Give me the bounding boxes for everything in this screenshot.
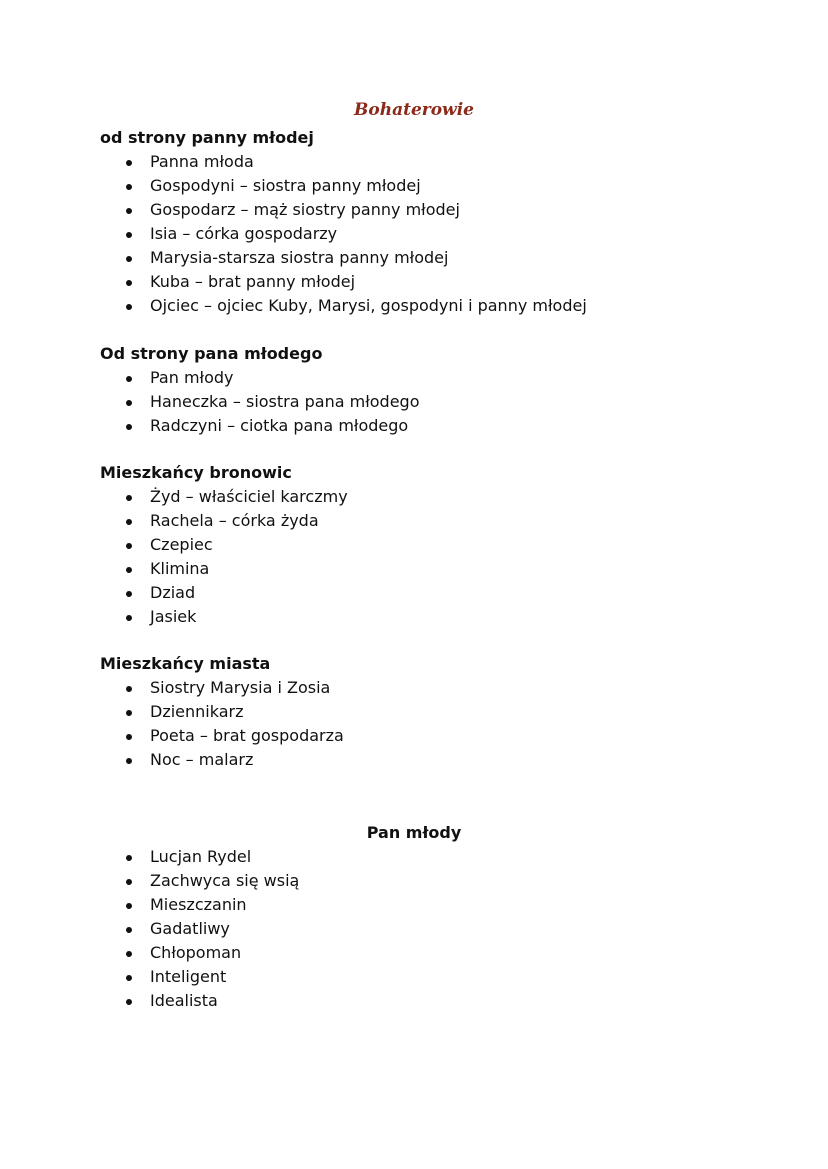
pan-mlody-heading: Pan młody <box>366 823 462 842</box>
list-item: Żyd – właściciel karczmy <box>100 485 348 509</box>
list-item: Panna młoda <box>100 150 587 174</box>
list-item: Dziennikarz <box>100 700 344 724</box>
bullet-list <box>100 150 587 318</box>
list-item: Noc – malarz <box>100 748 344 772</box>
list-item: Mieszczanin <box>100 893 299 917</box>
list-item: Gadatliwy <box>100 917 299 941</box>
list-item: Radczyni – ciotka pana młodego <box>100 414 419 438</box>
list-item: Gospodarz – mąż siostry panny młodej <box>100 198 587 222</box>
section-heading: Mieszkańcy bronowic <box>100 463 292 482</box>
section-city-residents <box>100 652 344 772</box>
list-item: Siostry Marysia i Zosia <box>100 676 344 700</box>
list-item: Inteligent <box>100 965 299 989</box>
list-item: Gospodyni – siostra panny młodej <box>100 174 587 198</box>
list-item: Isia – córka gospodarzy <box>100 222 587 246</box>
section-heading: Mieszkańcy miasta <box>100 654 271 673</box>
list-item: Poeta – brat gospodarza <box>100 724 344 748</box>
bullet-list <box>100 845 299 1013</box>
list-item: Idealista <box>100 989 299 1013</box>
list-item: Ojciec – ojciec Kuby, Marysi, gospodyni i panny młodej <box>100 294 587 318</box>
list-item: Dziad <box>100 581 348 605</box>
section-heading: Od strony pana młodego <box>100 344 323 363</box>
bullet-list <box>100 676 344 772</box>
section-groom-side <box>100 342 419 438</box>
section-bride-side <box>100 126 587 318</box>
bullet-list <box>100 366 419 438</box>
list-item: Jasiek <box>100 605 348 629</box>
list-item: Kuba – brat panny młodej <box>100 270 587 294</box>
list-item: Zachwyca się wsią <box>100 869 299 893</box>
list-item: Klimina <box>100 557 348 581</box>
list-item: Czepiec <box>100 533 348 557</box>
document-title: Bohaterowie <box>354 100 474 120</box>
list-item: Haneczka – siostra pana młodego <box>100 390 419 414</box>
list-item: Chłopoman <box>100 941 299 965</box>
section-pan-mlody <box>100 845 299 1013</box>
section-bronowice-residents <box>100 461 348 629</box>
list-item: Marysia-starsza siostra panny młodej <box>100 246 587 270</box>
list-item: Pan młody <box>100 366 419 390</box>
list-item: Lucjan Rydel <box>100 845 299 869</box>
list-item: Rachela – córka żyda <box>100 509 348 533</box>
bullet-list <box>100 485 348 629</box>
section-heading: od strony panny młodej <box>100 128 314 147</box>
